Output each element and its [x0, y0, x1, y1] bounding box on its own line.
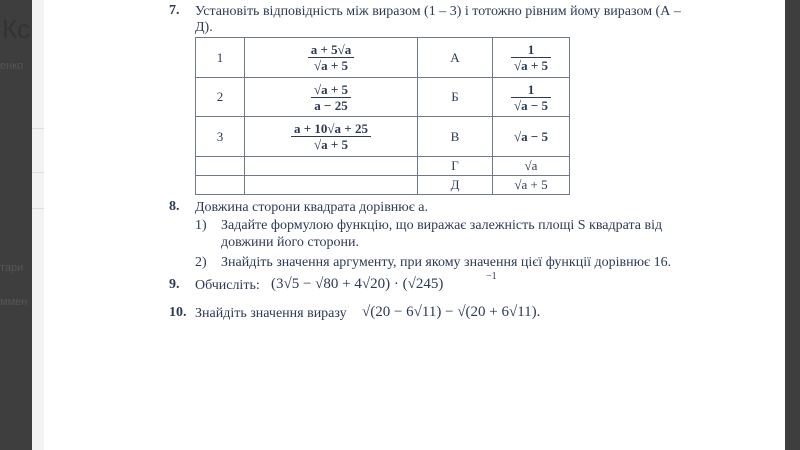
right-expression: $\frac{1}{√a + 5}$	[493, 38, 570, 78]
document-image	[44, 0, 785, 450]
right-expression: √a	[493, 157, 570, 176]
question-7-number: 7.	[169, 3, 180, 18]
option-letter: В	[418, 117, 493, 157]
question-8-item-number: 2)	[195, 255, 207, 270]
background-text-fragment: енко	[0, 60, 24, 72]
matching-table	[195, 37, 570, 195]
question-8-item-text: Задайте формулою функцію, що виражає залежність площі S квадрата від	[221, 218, 663, 233]
question-10-label: Знайдіть значення виразу	[195, 306, 347, 321]
table-row	[196, 38, 570, 78]
question-10-number: 10.	[169, 305, 187, 320]
table-row	[196, 117, 570, 157]
option-letter: Б	[418, 78, 493, 117]
row-index: 1	[196, 38, 245, 78]
question-9-label: Обчисліть:	[195, 278, 260, 293]
right-expression: $\frac{1}{√a - 5}$	[493, 78, 570, 117]
row-index	[196, 176, 245, 195]
left-expression-empty	[245, 157, 418, 176]
question-8-number: 8.	[169, 199, 180, 214]
question-8-item-text-cont: довжини його сторони.	[221, 235, 359, 250]
question-8-item-number: 1)	[195, 218, 207, 233]
table-row	[196, 157, 570, 176]
row-index: 2	[196, 78, 245, 117]
background-panel-left	[0, 0, 32, 450]
background-page-edge	[32, 0, 44, 450]
left-expression: $\frac{a + 10√a + 25}{√a + 5}$	[245, 117, 418, 157]
background-text-fragment: тари	[0, 262, 24, 274]
background-panel-right	[785, 0, 800, 450]
left-expression: $\frac{√a + 5}{a - 25}$	[245, 78, 418, 117]
row-index	[196, 157, 245, 176]
row-index: 3	[196, 117, 245, 157]
right-expression: √a + 5	[493, 176, 570, 195]
option-letter: Д	[418, 176, 493, 195]
question-10-expression: √(20 − 6√11) − √(20 + 6√11).	[362, 304, 541, 320]
left-expression: $\frac{a + 5√a}{√a + 5}$	[245, 38, 418, 78]
question-8-item-text: Знайдіть значення аргументу, при якому значення цієї функції дорівнює 16.	[221, 255, 672, 270]
question-7-text: Установіть відповідність між виразом (1 – 3) і тотожно рівним йому виразом (А –	[195, 4, 681, 19]
background-text-fragment: ммен	[0, 296, 28, 308]
option-letter: А	[418, 38, 493, 78]
question-9-expression: (3√5 − √80 + 4√20) · (√245)	[271, 276, 444, 292]
question-8-text: Довжина сторони квадрата дорівнює a.	[195, 200, 428, 215]
left-expression-empty	[245, 176, 418, 195]
option-letter: Г	[418, 157, 493, 176]
table-row	[196, 176, 570, 195]
table-row	[196, 78, 570, 117]
background-title-fragment: Кс	[2, 14, 31, 44]
question-7-text-cont: Д).	[195, 20, 213, 35]
question-9-number: 9.	[169, 277, 180, 292]
question-9-exponent: −1	[486, 271, 497, 282]
right-expression: √a − 5	[493, 117, 570, 157]
